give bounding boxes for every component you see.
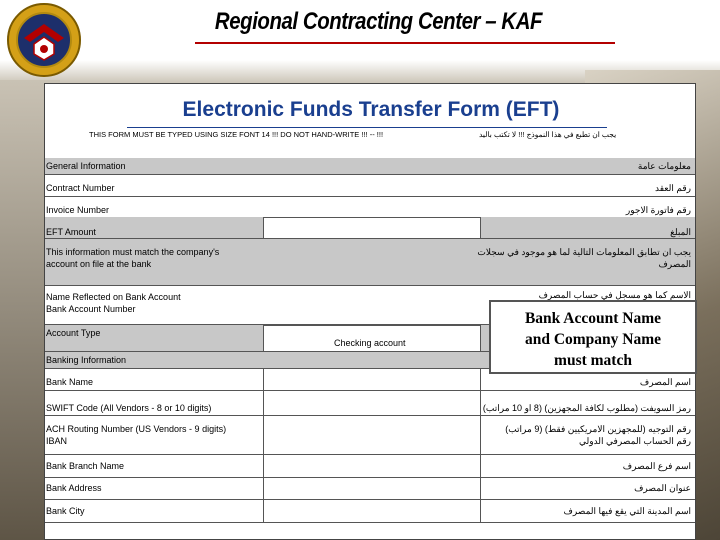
account-type-label-en: Account Type [46, 328, 101, 338]
address-label-en: Bank Address [46, 483, 102, 493]
contract-label-ar: رقم العقد [655, 183, 691, 193]
section-general-information [45, 158, 695, 175]
callout-line2: and Company Name [524, 331, 662, 348]
banking-info-label-en: Banking Information [46, 355, 127, 365]
eft-amount-label-en: EFT Amount [46, 227, 96, 237]
match-note-ar-line2: المصرف [658, 259, 691, 269]
iban-label-ar: رقم الحساب المصرفي الدولي [578, 436, 691, 446]
typing-notice-ar: يجب ان تطبع في هذا النموذج !!! لا تكتب باليد [479, 130, 617, 139]
account-type-select[interactable] [263, 325, 481, 352]
name-reflected-label-ar: الاسم كما هو مسجل في حساب المصرف [538, 290, 691, 300]
invoice-label-ar: رقم فاتورة الاجور [625, 205, 691, 215]
branch-label-ar: اسم فرع المصرف [622, 461, 691, 471]
invoice-label-en: Invoice Number [46, 205, 110, 215]
page-title: Regional Contracting Center – KAF [214, 8, 543, 35]
city-label-ar: اسم المدينة التي يقع فيها المصرف [563, 506, 691, 516]
iban-label-en: IBAN [46, 436, 68, 446]
bank-name-label-en: Bank Name [46, 377, 94, 387]
account-number-label-en: Bank Account Number [46, 304, 136, 314]
title-underline [195, 42, 615, 44]
contract-label-en: Contract Number [46, 183, 115, 193]
army-emblem-icon [6, 2, 82, 78]
row-match-note [45, 239, 695, 286]
callout-line3: must match [554, 352, 632, 369]
general-label-en: General Information [46, 161, 126, 171]
city-label-en: Bank City [46, 506, 85, 516]
address-label-ar: عنوان المصرف [634, 483, 691, 493]
bank-details-input-column[interactable] [263, 369, 481, 522]
callout-line1: Bank Account Name [524, 310, 662, 327]
match-note-ar-line1: يجب ان تطابق المعلومات التالية لما هو موجود في سجلات [477, 247, 691, 257]
general-label-ar: معلومات عامة [637, 161, 691, 171]
bank-name-label-ar: اسم المصرف [639, 377, 691, 387]
swift-label-ar: رمز السويفت (مطلوب لكافة المجهزين) (8 او 10 مراتب) [482, 403, 691, 413]
typing-notice-en: THIS FORM MUST BE TYPED USING SIZE FONT 14 !!! DO NOT HAND-WRITE !!! -- !!! [89, 130, 384, 139]
match-note-en-line2: account on file at the bank [46, 259, 152, 269]
eft-amount-label-ar: المبلغ [670, 227, 691, 237]
form-title: Electronic Funds Transfer Form (EFT) [182, 98, 560, 121]
form-title-underline [127, 127, 607, 128]
account-type-value: Checking account [334, 338, 406, 348]
row-contract-number [45, 175, 695, 197]
bank-name-match-callout [489, 300, 697, 374]
swift-label-en: SWIFT Code (All Vendors - 8 or 10 digits) [46, 403, 212, 413]
ach-label-en: ACH Routing Number (US Vendors - 9 digits) [46, 424, 227, 434]
eft-amount-input[interactable] [263, 217, 481, 239]
ach-label-ar: رقم التوجيه (للمجهزين الامريكيين فقط) (9 مراتب) [505, 424, 691, 434]
branch-label-en: Bank Branch Name [46, 461, 125, 471]
match-note-en-line1: This information must match the company's [46, 247, 220, 257]
name-reflected-label-en: Name Reflected on Bank Account [46, 292, 181, 302]
row-invoice-number [45, 197, 695, 219]
